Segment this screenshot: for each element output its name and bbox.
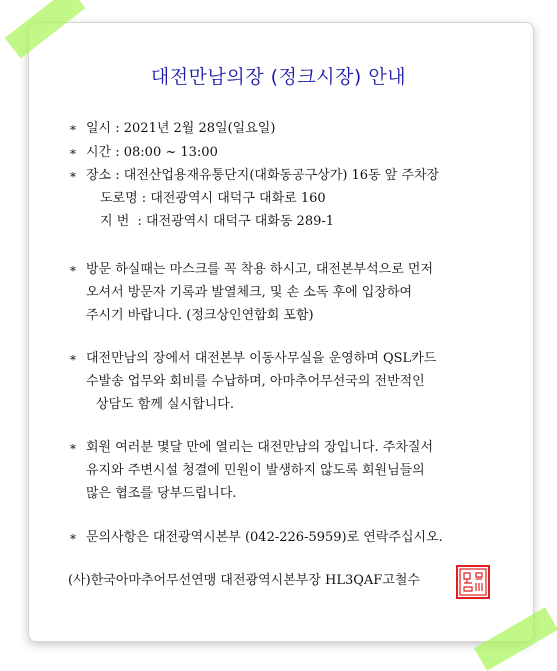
notice1-line1: 방문 하실때는 마스크를 꼭 착용 하시고, 대전본부석으로 먼저	[86, 262, 434, 277]
bullet-marker: *	[70, 442, 76, 456]
footer-signature: (사)한국아마추어무선연맹 대전광역시본부장 HL3QAF고철수	[68, 573, 420, 588]
bullet-marker: *	[70, 532, 76, 546]
bullet-marker: *	[70, 147, 76, 161]
info-date: 일시 : 2021년 2월 28일(일요일)	[86, 121, 276, 136]
info-road-address: 도로명 : 대전광역시 대덕구 대화로 160	[100, 191, 326, 206]
notice2-line2: 수발송 업무와 회비를 수납하며, 아마추어무선국의 전반적인	[86, 374, 425, 389]
bullet-marker: *	[70, 353, 76, 367]
notice2-line1: 대전만남의 장에서 대전본부 이동사무실을 운영하며 QSL카드	[86, 351, 437, 366]
seal-pattern-icon	[458, 567, 488, 597]
notice-card	[28, 22, 534, 642]
bullet-marker: *	[70, 123, 76, 137]
bullet-marker: *	[70, 170, 76, 184]
notice1-line2: 오셔서 방문자 기록과 발열체크, 및 손 소독 후에 입장하여	[86, 285, 413, 300]
notice3-line3: 많은 협조를 당부드립니다.	[86, 486, 237, 501]
info-time: 시간 : 08:00 ~ 13:00	[86, 145, 218, 160]
notice2-line3: 상담도 함께 실시합니다.	[96, 397, 234, 412]
official-seal-icon	[456, 565, 490, 599]
bullet-marker: *	[70, 264, 76, 278]
info-place: 장소 : 대전산업용재유통단지(대화동공구상가) 16동 앞 주차장	[86, 168, 440, 183]
notice3-line2: 유지와 주변시설 청결에 민원이 발생하지 않도록 회원님들의	[86, 463, 425, 478]
page-title: 대전만남의장 (정크시장) 안내	[150, 66, 407, 88]
notice3-line1: 회원 여러분 몇달 만에 열리는 대전만남의 장입니다. 주차질서	[86, 440, 434, 455]
notice1-line3: 주시기 바랍니다. (정크상인연합회 포함)	[86, 308, 314, 323]
info-lot-address: 지 번 : 대전광역시 대덕구 대화동 289-1	[100, 214, 335, 229]
notice4-line1: 문의사항은 대전광역시본부 (042-226-5959)로 연락주십시오.	[86, 530, 443, 545]
